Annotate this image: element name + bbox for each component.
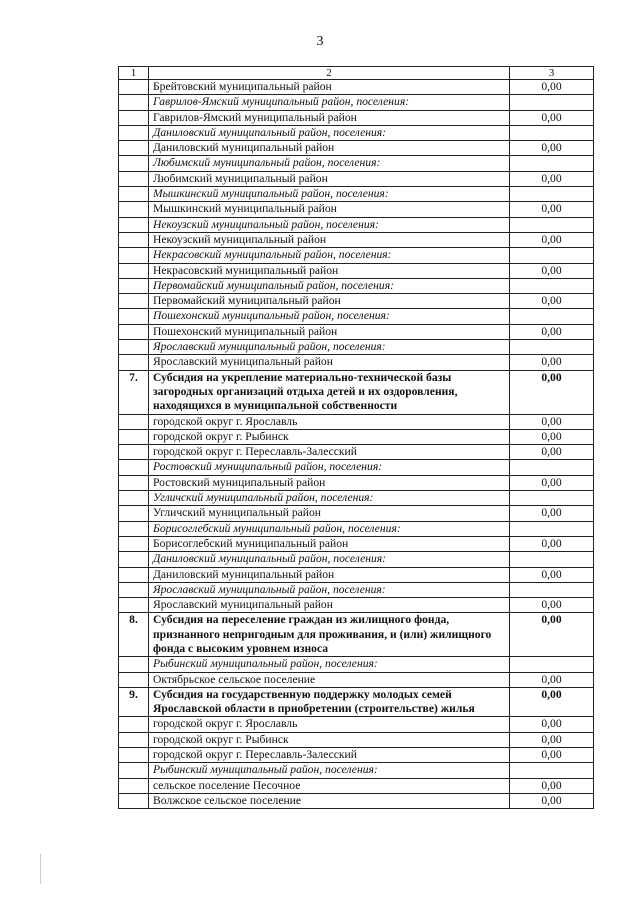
table-row [119,141,594,156]
row-value: 0,00 [510,567,594,582]
subheading-row [119,95,594,110]
subheading-row [119,278,594,293]
row-value [510,187,594,202]
table-row [119,536,594,551]
row-value: 0,00 [510,732,594,747]
row-name: Гаврилов-Ямский муниципальный район, поселения: [149,95,510,110]
row-name: городской округ г. Рыбинск [149,732,510,747]
row-value: 0,00 [510,294,594,309]
row-name: Мышкинский муниципальный район, поселения: [149,187,510,202]
row-name: городской округ г. Ярославль [149,414,510,429]
row-name: Субсидия на укрепление материально-технической базы загородных организаций отдыха детей и их оздоровления, находящихся в муниципальной собственности [149,370,510,414]
table-row [119,567,594,582]
row-value: 0,00 [510,110,594,125]
subheading-row [119,521,594,536]
row-value [510,552,594,567]
row-number [119,232,149,247]
row-number [119,414,149,429]
row-name: Пошехонский муниципальный район, поселения: [149,309,510,324]
table-row [119,506,594,521]
row-number [119,187,149,202]
row-name: Борисоглебский муниципальный район, поселения: [149,521,510,536]
table-row [119,598,594,613]
row-name: Даниловский муниципальный район, поселения: [149,552,510,567]
row-value [510,217,594,232]
row-value: 0,00 [510,687,594,717]
header-col-2: 2 [149,67,510,80]
row-name: Даниловский муниципальный район [149,567,510,582]
row-value: 0,00 [510,613,594,657]
table-row [119,672,594,687]
row-number [119,567,149,582]
row-number [119,491,149,506]
row-number [119,156,149,171]
section-row [119,613,594,657]
row-value: 0,00 [510,778,594,793]
header-col-1: 1 [119,67,149,80]
subheading-row [119,187,594,202]
row-number [119,309,149,324]
row-number [119,672,149,687]
row-number [119,732,149,747]
table-row [119,80,594,95]
subheading-row [119,340,594,355]
row-name: Ярославский муниципальный район [149,355,510,370]
subheading-row [119,491,594,506]
subheading-row [119,460,594,475]
row-name: Мышкинский муниципальный район [149,202,510,217]
row-number [119,521,149,536]
row-name: Ярославский муниципальный район, поселения: [149,582,510,597]
row-number: 9. [119,687,149,717]
row-value: 0,00 [510,355,594,370]
row-number [119,429,149,444]
row-name: Борисоглебский муниципальный район [149,536,510,551]
row-name: Первомайский муниципальный район, поселения: [149,278,510,293]
row-number [119,125,149,140]
row-number [119,110,149,125]
row-value [510,278,594,293]
table-row [119,202,594,217]
row-value [510,248,594,263]
row-number [119,536,149,551]
row-value [510,460,594,475]
row-value [510,309,594,324]
row-number [119,460,149,475]
row-name: городской округ г. Переславль-Залесский [149,748,510,763]
row-name: Октябрьское сельское поселение [149,672,510,687]
table-row [119,717,594,732]
row-name: Угличский муниципальный район, поселения: [149,491,510,506]
row-value [510,125,594,140]
header-col-3: 3 [510,67,594,80]
row-number [119,748,149,763]
table-row [119,475,594,490]
row-value: 0,00 [510,324,594,339]
subheading-row [119,657,594,672]
row-value: 0,00 [510,475,594,490]
row-number [119,717,149,732]
row-value: 0,00 [510,598,594,613]
table-row [119,263,594,278]
row-value [510,582,594,597]
row-value [510,95,594,110]
row-value: 0,00 [510,536,594,551]
row-value [510,156,594,171]
table-row [119,294,594,309]
table-row [119,414,594,429]
row-number [119,355,149,370]
table-row [119,748,594,763]
row-value: 0,00 [510,672,594,687]
row-name: Ростовский муниципальный район [149,475,510,490]
row-value: 0,00 [510,141,594,156]
row-value: 0,00 [510,717,594,732]
row-number [119,95,149,110]
row-value: 0,00 [510,370,594,414]
row-name: Гаврилов-Ямский муниципальный район [149,110,510,125]
row-number [119,248,149,263]
row-name: Даниловский муниципальный район [149,141,510,156]
row-number [119,217,149,232]
row-number [119,657,149,672]
row-name: городской округ г. Ярославль [149,717,510,732]
row-name: Субсидия на государственную поддержку молодых семей Ярославской области в приобретении (строительстве) жилья [149,687,510,717]
row-name: Первомайский муниципальный район [149,294,510,309]
row-value: 0,00 [510,80,594,95]
row-number [119,324,149,339]
row-value [510,763,594,778]
row-value: 0,00 [510,414,594,429]
table-row [119,355,594,370]
row-value: 0,00 [510,429,594,444]
row-number [119,778,149,793]
row-name: Рыбинский муниципальный район, поселения: [149,763,510,778]
row-name: Пошехонский муниципальный район [149,324,510,339]
table-row [119,793,594,808]
row-number [119,598,149,613]
row-name: сельское поселение Песочное [149,778,510,793]
section-row [119,687,594,717]
table-header-row [119,67,594,80]
row-number [119,793,149,808]
row-name: Волжское сельское поселение [149,793,510,808]
row-number [119,171,149,186]
subheading-row [119,552,594,567]
row-name: городской округ г. Рыбинск [149,429,510,444]
row-number [119,582,149,597]
row-value [510,521,594,536]
subheading-row [119,582,594,597]
subheading-row [119,125,594,140]
row-number [119,340,149,355]
row-number [119,763,149,778]
row-number: 8. [119,613,149,657]
row-name: Брейтовский муниципальный район [149,80,510,95]
row-value: 0,00 [510,202,594,217]
subheading-row [119,763,594,778]
row-value: 0,00 [510,445,594,460]
row-name: Рыбинский муниципальный район, поселения: [149,657,510,672]
table-row [119,110,594,125]
row-number [119,445,149,460]
row-name: Угличский муниципальный район [149,506,510,521]
row-name: Некоузский муниципальный район, поселения: [149,217,510,232]
row-name: Любимский муниципальный район, поселения: [149,156,510,171]
row-name: Даниловский муниципальный район, поселения: [149,125,510,140]
table-row [119,778,594,793]
subheading-row [119,156,594,171]
row-value [510,657,594,672]
subheading-row [119,248,594,263]
row-number [119,80,149,95]
row-name: Ярославский муниципальный район [149,598,510,613]
subheading-row [119,217,594,232]
row-name: Некрасовский муниципальный район [149,263,510,278]
row-number [119,141,149,156]
row-value: 0,00 [510,793,594,808]
row-value: 0,00 [510,171,594,186]
row-name: Ростовский муниципальный район, поселения: [149,460,510,475]
row-number [119,294,149,309]
section-row [119,370,594,414]
margin-mark [40,854,42,884]
row-name: Ярославский муниципальный район, поселения: [149,340,510,355]
table-row [119,171,594,186]
row-number [119,202,149,217]
row-name: городской округ г. Переславль-Залесский [149,445,510,460]
table-row [119,429,594,444]
row-number [119,263,149,278]
row-number: 7. [119,370,149,414]
table-row [119,445,594,460]
row-name: Некрасовский муниципальный район, поселения: [149,248,510,263]
table-row [119,324,594,339]
row-number [119,278,149,293]
row-name: Некоузский муниципальный район [149,232,510,247]
row-name: Субсидия на переселение граждан из жилищного фонда, признанного непригодным для проживания, и (или) жилищного фонда с высоким уровнем износа [149,613,510,657]
page-number: 3 [316,34,324,49]
table-row [119,232,594,247]
row-name: Любимский муниципальный район [149,171,510,186]
row-value: 0,00 [510,232,594,247]
row-value: 0,00 [510,748,594,763]
row-number [119,475,149,490]
row-number [119,552,149,567]
subheading-row [119,309,594,324]
subsidy-table [118,66,594,809]
row-number [119,506,149,521]
table-row [119,732,594,747]
row-value [510,491,594,506]
row-value: 0,00 [510,263,594,278]
row-value: 0,00 [510,506,594,521]
row-value [510,340,594,355]
